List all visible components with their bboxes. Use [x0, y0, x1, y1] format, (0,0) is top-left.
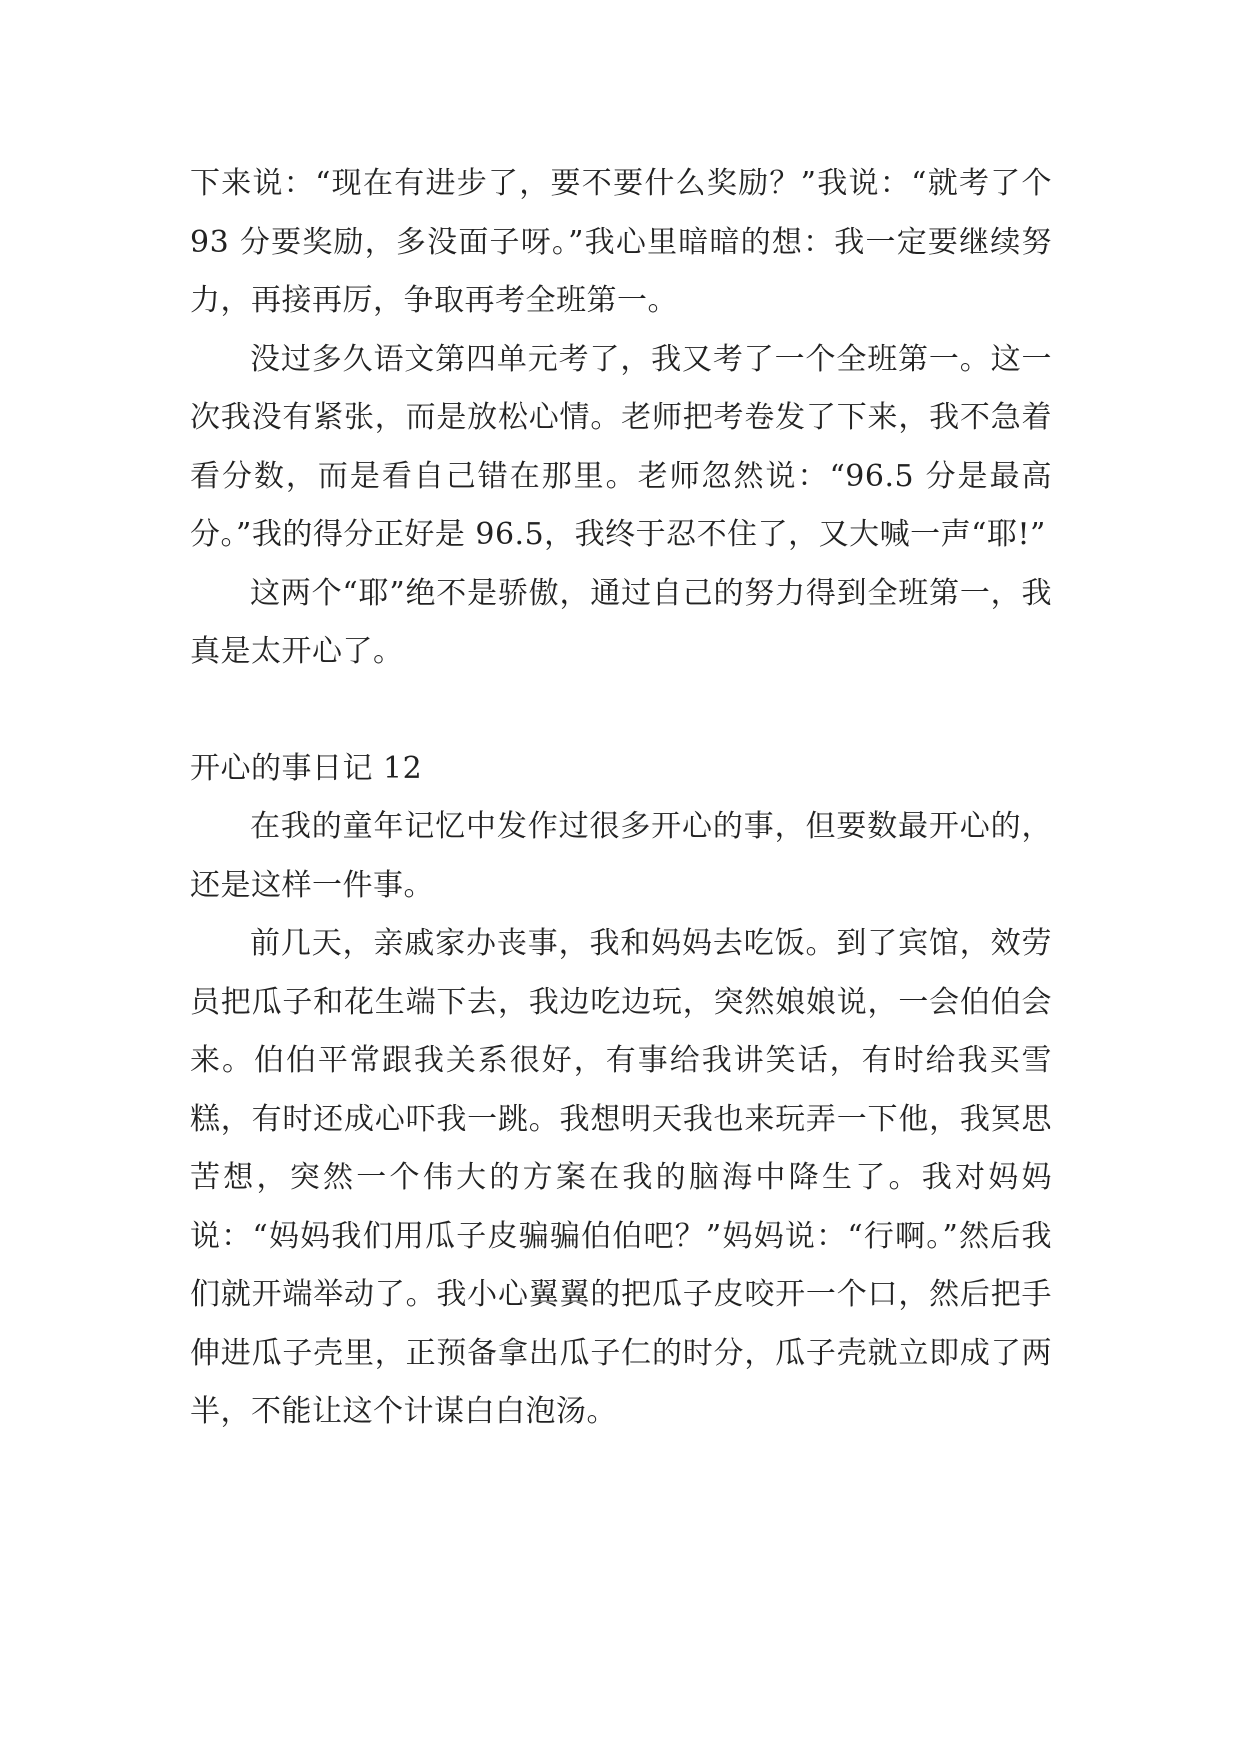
paragraph: 下来说：“现在有进步了，要不要什么奖励？”我说：“就考了个 93 分要奖励，多没面子呀。”我心里暗暗的想：我一定要继续努力，再接再厉，争取再考全班第一。 — [190, 166, 1052, 318]
section-spacer — [190, 682, 1052, 740]
paragraph: 在我的童年记忆中发作过很多开心的事，但要数最开心的，还是这样一件事。 — [190, 809, 1052, 903]
paragraph: 前几天，亲戚家办丧事，我和妈妈去吃饭。到了宾馆，效劳员把瓜子和花生端下去，我边吃边玩，突然娘娘说，一会伯伯会来。伯伯平常跟我关系很好，有事给我讲笑话，有时给我买雪糕，有时还成心吓我一跳。我想明天我也来玩弄一下他，我冥思苦想，突然一个伟大的方案在我的脑海中降生了。我对妈妈说：“妈妈我们用瓜子皮骗骗伯伯吧？”妈妈说：“行啊。”然后我们就开端举动了。我小心翼翼的把瓜子皮咬开一个口，然后把手伸进瓜子壳里，正预备拿出瓜子仁的时分，瓜子壳就立即成了两半，不能让这个计谋白白泡汤。 — [190, 926, 1052, 1429]
section-title: 开心的事日记 12 — [190, 750, 423, 786]
paragraph: 这两个“耶”绝不是骄傲，通过自己的努力得到全班第一，我真是太开心了。 — [190, 575, 1052, 669]
document-page — [190, 155, 1052, 1442]
paragraph: 没过多久语文第四单元考了，我又考了一个全班第一。这一次我没有紧张，而是放松心情。老师把考卷发了下来，我不急着看分数，而是看自己错在那里。老师忽然说：“96.5 分是最高分。”我的得分正好是 96.5，我终于忍不住了，又大喊一声“耶!” — [190, 341, 1052, 552]
